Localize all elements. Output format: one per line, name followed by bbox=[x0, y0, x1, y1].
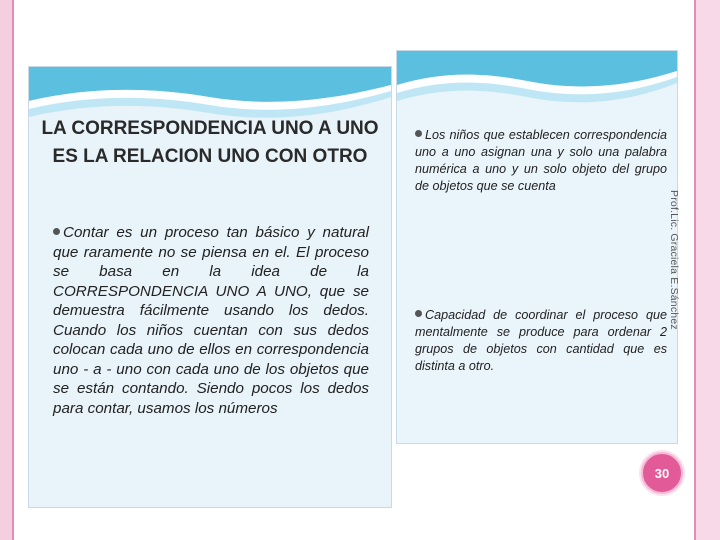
right-frame-border bbox=[694, 0, 720, 540]
author-credit: Prof.Lic. Graciela E.Sánchez bbox=[668, 190, 680, 330]
right-bullet-2 bbox=[415, 307, 667, 375]
wave-decoration bbox=[397, 51, 677, 107]
bullet-icon bbox=[415, 130, 422, 137]
right-bullet-2-text: Capacidad de coordinar el proceso que mentalmente se produce para ordenar 2 grupos de objetos con cantidad que es distinta a otro. bbox=[415, 308, 667, 373]
left-body-paragraph: Contar es un proceso tan básico y natural que raramente no se piensa en el. El proceso se basa en la idea de la CORRESPONDENCIA UNO A UNO, que se demuestra fácilmente usando los dedos. Cuando los niños cuentan con sus dedos colocan cada uno de ellos en correspondencia uno - a - uno con cada uno de los objetos que se están contando. Siendo pocos los dedos para contar, usamos los números bbox=[53, 224, 369, 417]
bullet-icon bbox=[53, 228, 60, 235]
slide-title: LA CORRESPONDENCIA UNO A UNO ES LA RELACION UNO CON OTRO bbox=[41, 118, 379, 167]
page-number-badge: 30 bbox=[641, 452, 683, 494]
slide-panel-left bbox=[28, 66, 392, 508]
left-body-text bbox=[53, 223, 369, 418]
bullet-icon bbox=[415, 310, 422, 317]
right-bullet-1 bbox=[415, 127, 667, 195]
slide-panel-right bbox=[396, 50, 678, 444]
left-frame-border bbox=[0, 0, 14, 540]
right-bullet-1-text: Los niños que establecen correspondencia uno a uno asignan una y solo una palabra numérica a uno y un solo objeto del grupo de objetos que se cuenta bbox=[415, 128, 667, 193]
